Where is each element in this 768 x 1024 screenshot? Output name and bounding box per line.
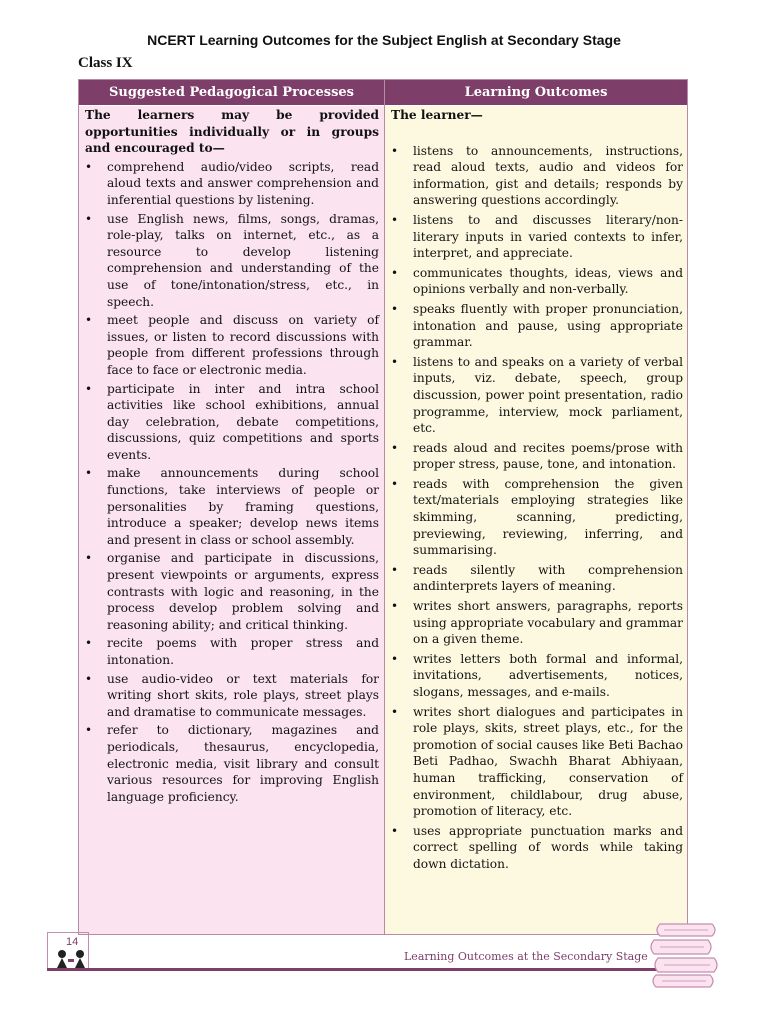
pedagogical-process-item-text: use English news, films, songs, dramas, role-play, talks on internet, etc., as a resource to develop listening comprehension and understanding of the use of tone/intonation/stress, etc., in speech. xyxy=(107,211,379,309)
pedagogical-process-item xyxy=(85,671,379,721)
bullet-icon: • xyxy=(85,466,93,481)
learning-outcome-item xyxy=(391,143,683,209)
bullet-icon: • xyxy=(85,551,93,566)
bullet-icon: • xyxy=(391,143,399,158)
learning-outcomes-column xyxy=(385,106,687,934)
learning-outcomes-list xyxy=(391,143,683,873)
learning-outcome-item xyxy=(391,823,683,873)
pedagogical-process-item xyxy=(85,211,379,311)
page-number: 14 xyxy=(66,936,79,948)
left-column-header: Suggested Pedagogical Processes xyxy=(79,80,384,105)
learning-outcome-item xyxy=(391,265,683,298)
bullet-icon: • xyxy=(85,671,93,686)
footer-rule xyxy=(47,968,657,971)
learning-outcome-item-text: writes short answers, paragraphs, reports using appropriate vocabulary and grammar on a given theme. xyxy=(413,599,683,647)
learning-outcome-item-text: writes letters both formal and informal, invitations, advertisements, notices, slogans, messages, and e-mails. xyxy=(413,651,683,699)
pedagogical-process-item-text: meet people and discuss on variety of issues, or listen to record discussions with people from different professions through face to face or electronic media. xyxy=(107,313,379,377)
bullet-icon: • xyxy=(391,704,399,719)
learning-outcome-item xyxy=(391,704,683,820)
right-column-header: Learning Outcomes xyxy=(385,80,687,105)
learning-outcome-item-text: uses appropriate punctuation marks and correct spelling of words while taking down dictation. xyxy=(413,823,683,871)
bullet-icon: • xyxy=(391,354,399,369)
bullet-icon: • xyxy=(85,636,93,651)
pedagogical-process-item-text: participate in inter and intra school activities like school exhibitions, annual day celebration, debate competitions, discussions, quiz competitions and sports events. xyxy=(107,381,379,462)
pedagogical-process-item-text: refer to dictionary, magazines and periodicals, thesaurus, encyclopedia, electronic media, visit library and consult various resources for improving English language proficiency. xyxy=(107,723,379,804)
pedagogical-process-item-text: comprehend audio/video scripts, read aloud texts and answer comprehension and inferential questions by listening. xyxy=(107,159,379,207)
bullet-icon: • xyxy=(85,313,93,328)
learning-outcome-item-text: reads silently with comprehension andinterprets layers of meaning. xyxy=(413,562,683,594)
outcomes-table xyxy=(78,79,688,935)
bullet-icon: • xyxy=(85,381,93,396)
learning-outcome-item xyxy=(391,354,683,437)
learning-outcome-item-text: listens to announcements, instructions, read aloud texts, audio and videos for information, gist and details; responds by answering questions accordingly. xyxy=(413,143,683,208)
pedagogical-processes-list xyxy=(85,159,379,806)
pedagogical-process-item xyxy=(85,635,379,668)
pedagogical-process-item xyxy=(85,159,379,209)
bullet-icon: • xyxy=(391,476,399,491)
bullet-icon: • xyxy=(85,159,93,174)
learning-outcome-item-text: speaks fluently with proper pronunciation, intonation and pause, using appropriate grammar. xyxy=(413,301,683,350)
bullet-icon: • xyxy=(391,823,399,838)
pedagogical-process-item xyxy=(85,722,379,805)
books-stack-illustration xyxy=(650,920,722,990)
pedagogical-process-item xyxy=(85,465,379,548)
left-intro: The learners may be provided opportunities individually or in groups and encouraged to— xyxy=(85,108,379,156)
learning-outcome-item xyxy=(391,562,683,595)
learning-outcome-item xyxy=(391,212,683,262)
pedagogical-process-item xyxy=(85,381,379,464)
bullet-icon: • xyxy=(85,211,93,226)
class-label: Class IX xyxy=(78,55,133,71)
learning-outcome-item-text: writes short dialogues and participates in role plays, skits, street plays, etc., for the promotion of social causes like Beti Bachao Beti Padhao, Swachh Bharat Abhiyaan, human trafficking, conservation of environment, childlabour, drug abuse, promotion of literacy, etc. xyxy=(413,704,683,819)
bullet-icon: • xyxy=(85,723,93,738)
learning-outcome-item xyxy=(391,651,683,701)
document-title: NCERT Learning Outcomes for the Subject English at Secondary Stage xyxy=(147,32,621,48)
bullet-icon: • xyxy=(391,301,399,316)
learning-outcome-item xyxy=(391,440,683,473)
pedagogical-processes-column xyxy=(79,106,384,934)
pedagogical-process-item-text: make announcements during school functions, take interviews of people or personalities by framing questions, introduce a speaker; develop news items and present in class or school assembly. xyxy=(107,466,379,547)
learning-outcome-item xyxy=(391,301,683,351)
learning-outcome-item-text: listens to and speaks on a variety of verbal inputs, viz. debate, speech, group discussion, power point presentation, radio programme, interview, mock parliament, etc. xyxy=(413,354,683,436)
learning-outcome-item-text: listens to and discusses literary/non-literary inputs in varied contexts to infer, interpret, and appreciate. xyxy=(413,212,683,261)
bullet-icon: • xyxy=(391,212,399,227)
learning-outcome-item xyxy=(391,598,683,648)
pedagogical-process-item-text: use audio-video or text materials for writing short skits, role plays, street plays and dramatise to communicate messages. xyxy=(107,671,379,719)
bullet-icon: • xyxy=(391,440,399,455)
learning-outcome-item xyxy=(391,476,683,559)
bullet-icon: • xyxy=(391,651,399,666)
bullet-icon: • xyxy=(391,562,399,577)
pedagogical-process-item-text: recite poems with proper stress and intonation. xyxy=(107,636,379,667)
learning-outcome-item-text: communicates thoughts, ideas, views and opinions verbally and non-verbally. xyxy=(413,265,683,297)
bullet-icon: • xyxy=(391,599,399,614)
running-title: Learning Outcomes at the Secondary Stage xyxy=(404,950,648,963)
pedagogical-process-item xyxy=(85,550,379,633)
learning-outcome-item-text: reads with comprehension the given text/materials employing strategies like skimming, scanning, predicting, previewing, reviewing, inferring, and summarising. xyxy=(413,476,683,558)
learning-outcome-item-text: reads aloud and recites poems/prose with proper stress, pause, tone, and intonation. xyxy=(413,440,683,472)
children-illustration xyxy=(53,948,93,970)
right-intro: The learner— xyxy=(391,108,483,122)
bullet-icon: • xyxy=(391,265,399,280)
pedagogical-process-item-text: organise and participate in discussions, present viewpoints or arguments, express contrasts with logic and reasoning, in the process develop problem solving and reasoning ability; and critical thinking. xyxy=(107,551,379,632)
pedagogical-process-item xyxy=(85,312,379,378)
